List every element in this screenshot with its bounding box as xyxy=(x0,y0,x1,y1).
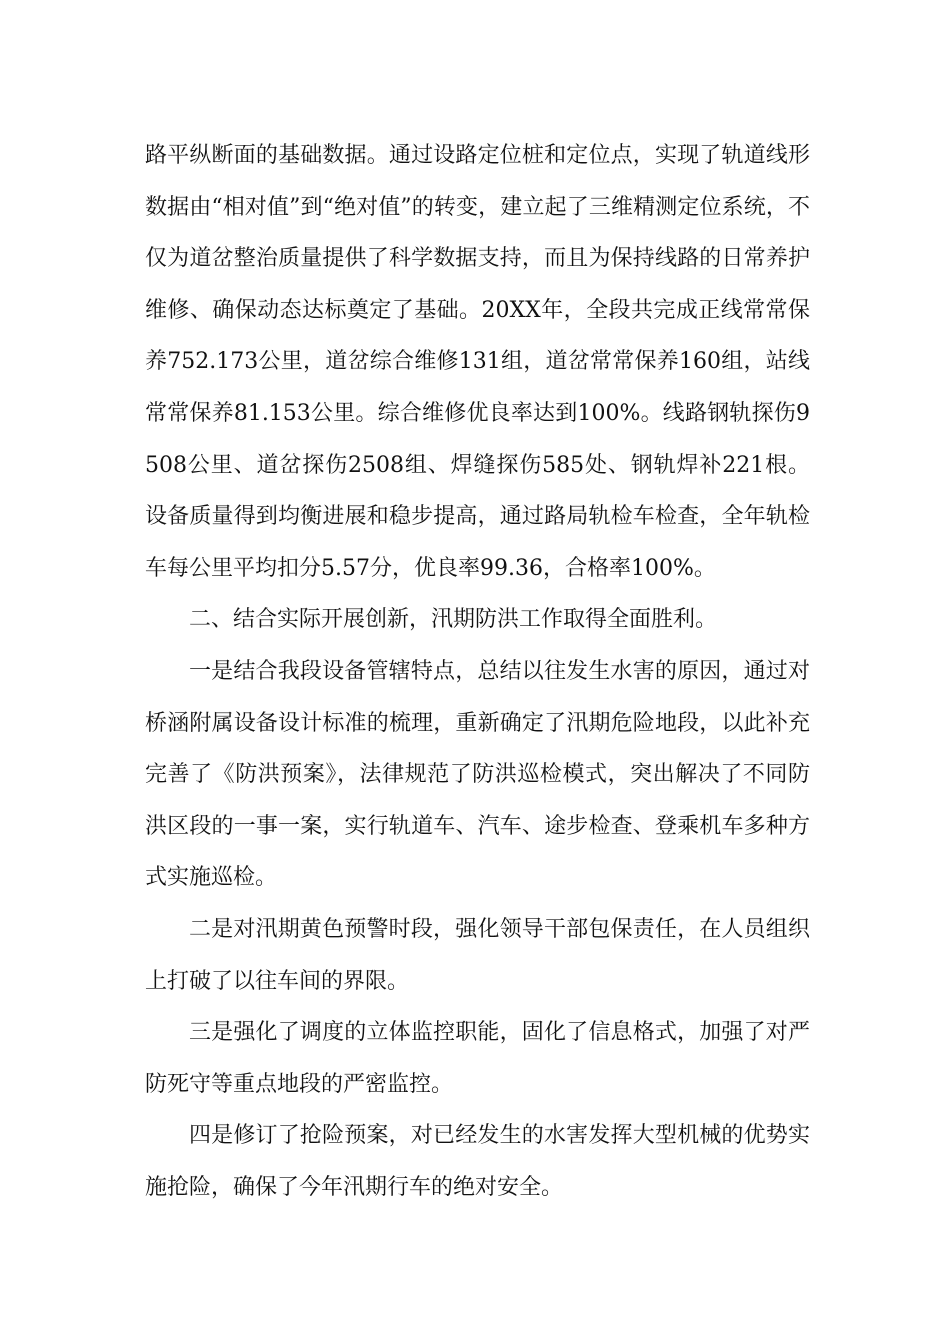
paragraph-3: 一是结合我段设备管辖特点，总结以往发生水害的原因，通过对桥涵附属设备设计标准的梳理，重新确定了汛期危险地段，以此补充完善了《防洪预案》，法律规范了防洪巡检模式，突出解决了不同防洪区段的一事一案，实行轨道车、汽车、途步检查、登乘机车多种方式实施巡检。 xyxy=(145,658,810,891)
paragraph-2-section-heading: 二、结合实际开展创新，汛期防洪工作取得全面胜利。 xyxy=(189,607,718,633)
paragraph-6: 四是修订了抢险预案，对已经发生的水害发挥大型机械的优势实施抢险，确保了今年汛期行车的绝对安全。 xyxy=(145,1123,810,1200)
document-body xyxy=(145,130,810,1213)
paragraph-1: 路平纵断面的基础数据。通过设路定位桩和定位点，实现了轨道线形数据由“相对值”到“绝对值”的转变，建立起了三维精测定位系统，不仅为道岔整治质量提供了科学数据支持，而且为保持线路的日常养护维修、确保动态达标奠定了基础。20XX年，全段共完成正线常常保养752.173公里，道岔综合维修131组，道岔常常保养160组，站线常常保养81.153公里。综合维修优良率达到100%。线路钢轨探伤9508公里、道岔探伤2508组、焊缝探伤585处、钢轨焊补221根。设备质量得到均衡进展和稳步提高，通过路局轨检车检查，全年轨检车每公里平均扣分5.57分，优良率99.36，合格率100%。 xyxy=(145,143,810,581)
paragraph-5: 三是强化了调度的立体监控职能，固化了信息格式，加强了对严防死守等重点地段的严密监控。 xyxy=(145,1020,810,1097)
paragraph-4: 二是对汛期黄色预警时段，强化领导干部包保责任，在人员组织上打破了以往车间的界限。 xyxy=(145,916,810,994)
